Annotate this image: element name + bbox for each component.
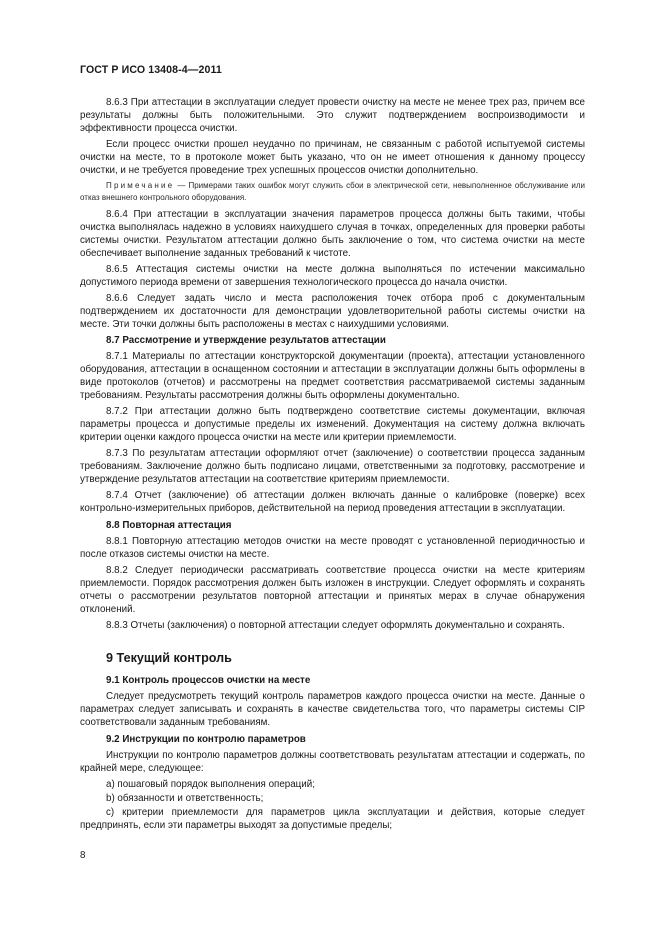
paragraph-8-6-4: 8.6.4 При аттестации в эксплуатации значения параметров процесса должны быть такими, чтобы очистка выполнялась надежно в условиях наихудшего случая в точках, определенных для проверки работы системы очистки. Результатом аттестации должно быть заключение о том, что система очистки на месте обеспечивает выполнение заданных требований к чистоте. (80, 209, 585, 259)
list-item: b) обязанности и ответственность; (106, 793, 264, 804)
note-text: — Примерами таких ошибок могут служить сбои в электрической сети, невыполненное обслуживание или отказ внешнего контрольного оборудования. (80, 181, 585, 202)
heading-9-2: 9.2 Инструкции по контролю параметров (106, 734, 306, 745)
paragraph-8-7-2: 8.7.2 При аттестации должно быть подтверждено соответствие системы документации, включая параметры процесса и допустимые пределы их изменений. Документация на систему должна включать критерии оценки каждого процесса очистки на месте или критерии приемлемости. (80, 406, 585, 443)
list-item: c) критерии приемлемости для параметров цикла эксплуатации и действия, которые следует предпринять, если эти параметры выходят за допустимые пределы; (80, 807, 585, 831)
paragraph-8-6-6: 8.6.6 Следует задать число и места расположения точек отбора проб с документальным подтверждением их достаточности для демонстрации удовлетворительной работы системы очистки на месте. Эти точки должны быть расположены в местах с наихудшими условиями. (80, 293, 585, 330)
paragraph-8-8-2: 8.8.2 Следует периодически рассматривать соответствие процесса очистки на месте критериям приемлемости. Порядок рассмотрения должен быть изложен в инструкции. Следует оформлять и сохранять отчеты о рассмотрении результатов повторной аттестации и принятых мерах в случае обнаружения отклонений. (80, 565, 585, 615)
paragraph-9-1: Следует предусмотреть текущий контроль параметров каждого процесса очистки на месте. Данные о параметрах следует записывать и сохранять в качестве свидетельства того, что параметры системы CIP соответствовали заданным требованиям. (80, 691, 585, 728)
paragraph-8-7-3: 8.7.3 По результатам аттестации оформляют отчет (заключение) о соответствии процесса заданным требованиям. Заключение должно быть подписано лицами, ответственными за подготовку, рассмотрение и утверждение результатов аттестации на соответствие критериям приемлемости. (80, 448, 585, 485)
paragraph-9-2: Инструкции по контролю параметров должны соответствовать результатам аттестации и содержать, по крайней мере, следующее: (80, 750, 585, 774)
paragraph-8-6-3-continued: Если процесс очистки прошел неудачно по причинам, не связанным с работой испытуемой системы очистки на месте, то в протоколе может быть указано, что он не имеет отношения к данному процессу очистки, и не требуется проведение трех успешных процессов очистки дополнительно. (80, 139, 585, 176)
paragraph-8-7-1: 8.7.1 Материалы по аттестации конструкторской документации (проекта), аттестации установленного оборудования, аттестации в оснащенном состоянии и аттестации в эксплуатации должны быть оформлены в виде протоколов (отчетов) и рассмотрены на предмет соответствия рассматриваемой системы заданным требованиям. Результаты рассмотрения должны быть оформлены документально. (80, 351, 585, 401)
paragraph-8-8-3: 8.8.3 Отчеты (заключения) о повторной аттестации следует оформлять документально и сохранять. (106, 620, 565, 631)
paragraph-8-6-5: 8.6.5 Аттестация системы очистки на месте должна выполняться по истечении максимально допустимого периода времени от завершения технологического процесса до начала очистки. (80, 264, 585, 288)
document-body (80, 96, 585, 833)
section-9-title: 9 Текущий контроль (106, 651, 232, 665)
heading-8-8: 8.8 Повторная аттестация (106, 520, 232, 531)
document-header: ГОСТ Р ИСО 13408-4—2011 (80, 64, 222, 76)
note-lead: Примечание (106, 181, 175, 190)
paragraph-8-7-4: 8.7.4 Отчет (заключение) об аттестации должен включать данные о калибровке (поверке) всех контрольно-измерительных приборов, действительной на период проведения аттестации в эксплуатации. (80, 490, 585, 514)
heading-9-1: 9.1 Контроль процессов очистки на месте (106, 675, 311, 686)
note (80, 180, 585, 203)
heading-8-7: 8.7 Рассмотрение и утверждение результатов аттестации (106, 335, 386, 346)
paragraph-8-6-3: 8.6.3 При аттестации в эксплуатации следует провести очистку на месте не менее трех раз, причем все результаты должны быть положительными. Это служит подтверждением воспроизводимости и эффективности процесса очистки. (80, 97, 585, 134)
list-item: a) пошаговый порядок выполнения операций; (106, 779, 315, 790)
page-number: 8 (80, 850, 86, 861)
paragraph-8-8-1: 8.8.1 Повторную аттестацию методов очистки на месте проводят с установленной периодичностью и после отказов системы очистки на месте. (80, 536, 585, 560)
